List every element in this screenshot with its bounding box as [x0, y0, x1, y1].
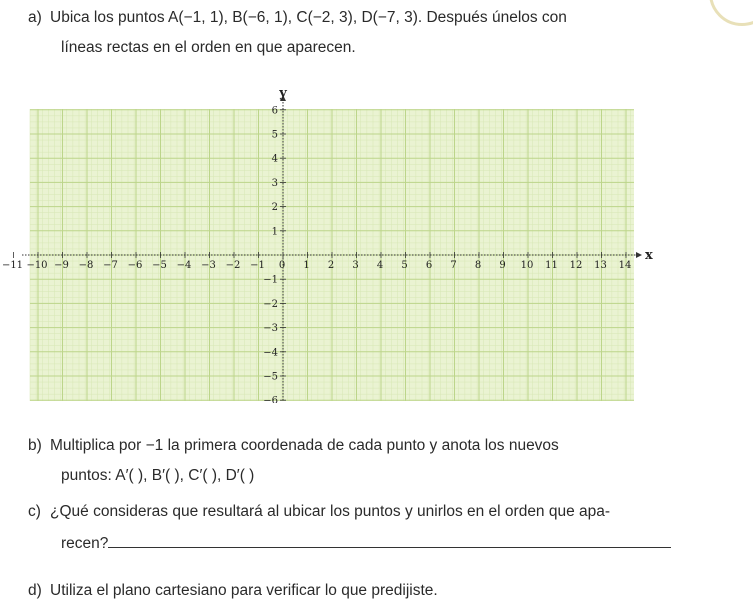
answer-blank[interactable] [108, 533, 671, 548]
x-tick-label: −4 [176, 260, 192, 271]
item-c-text: ¿Qué consideras que resultará al ubicar los puntos y unirlos en el orden que apa- [50, 503, 611, 520]
item-b-label: b) [28, 437, 42, 454]
x-tick-label: −7 [103, 260, 118, 271]
x-tick-label: −2 [225, 260, 241, 271]
y-tick-label: −2 [263, 298, 278, 310]
item-a [28, 8, 567, 28]
x-tick-label: 14 [618, 260, 632, 271]
item-b [28, 436, 559, 456]
y-tick-label: −3 [263, 323, 278, 335]
y-tick-label: 6 [271, 105, 278, 117]
x-tick-label: −9 [54, 260, 69, 271]
x-tick-label: 0 [278, 260, 286, 271]
item-a-label: a) [28, 9, 42, 26]
item-b-text: Multiplica por −1 la primera coordenada de cada punto y anota los nuevos [50, 437, 559, 454]
item-c [28, 502, 610, 522]
x-tick-label: −11 [1, 260, 24, 271]
y-tick-label: −4 [263, 347, 278, 359]
x-tick-label: 1 [303, 260, 310, 271]
x-tick-label: 5 [401, 260, 408, 271]
x-tick-label: −8 [78, 260, 94, 271]
x-tick-label: 6 [425, 260, 433, 271]
y-tick-label: −6 [263, 395, 278, 403]
item-b-answer-line: puntos: A′( ), B′( ), C′( ), D′( ) [61, 467, 255, 484]
item-d-label: d) [28, 582, 42, 599]
x-tick-label: 10 [520, 260, 534, 271]
item-d-text: Utiliza el plano cartesiano para verificar lo que predijiste. [50, 582, 438, 599]
x-tick-label: 13 [594, 260, 607, 271]
item-d [28, 581, 438, 601]
item-c-label: c) [28, 503, 41, 520]
x-tick-label: 11 [545, 260, 558, 271]
x-tick-label: −3 [201, 260, 216, 271]
item-a-text: Ubica los puntos A(−1, 1), B(−6, 1), C(−2, 3), D(−7, 3). Después únelos con [50, 9, 567, 26]
x-tick-label: 9 [499, 260, 506, 271]
y-tick-label: 1 [271, 226, 278, 238]
x-tick-label: −6 [127, 260, 143, 271]
x-tick-label: −5 [152, 260, 167, 271]
cartesian-plane [0, 85, 753, 403]
y-axis-label: y [279, 86, 287, 101]
y-tick-label: −1 [263, 274, 278, 286]
y-tick-label: −5 [263, 371, 278, 383]
x-tick-label: −10 [26, 260, 48, 271]
x-axis-arrow [636, 252, 642, 258]
x-tick-label: −1 [250, 260, 265, 271]
x-tick-label: 12 [569, 260, 583, 271]
book-tab-icon [709, 0, 753, 26]
y-tick-label: 5 [271, 129, 278, 141]
x-tick-label: 7 [450, 260, 457, 271]
x-tick-label: 2 [327, 260, 335, 271]
y-tick-label: 2 [271, 202, 278, 214]
x-axis-label: x [645, 248, 653, 263]
x-tick-label: 4 [376, 260, 384, 271]
item-a-text-continued: líneas rectas en el orden en que aparecen. [61, 39, 356, 56]
x-tick-label: 3 [352, 260, 359, 271]
y-tick-label: 4 [271, 153, 278, 165]
item-c-prompt [61, 533, 671, 553]
item-c-text-continued: recen? [61, 535, 109, 552]
x-tick-label: 8 [474, 260, 482, 271]
y-tick-label: 3 [271, 177, 278, 189]
